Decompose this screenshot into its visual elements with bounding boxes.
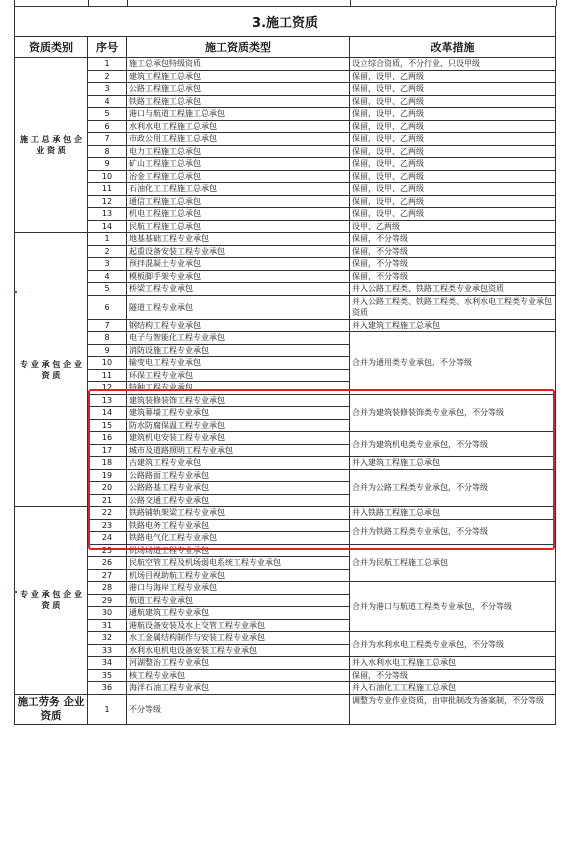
qualification-type: 通信工程施工总承包 — [127, 195, 350, 208]
table-row — [15, 120, 556, 133]
reform-measure: 保留，不分等级 — [350, 258, 556, 271]
table-row — [15, 457, 556, 470]
table-row — [15, 108, 556, 121]
reform-measure: 并入建筑工程施工总承包 — [350, 319, 556, 332]
qualification-type: 城市及道路照明工程专业承包 — [127, 444, 350, 457]
table-row — [15, 233, 556, 246]
table-row — [15, 158, 556, 171]
qualification-type: 建筑幕墙工程专业承包 — [127, 407, 350, 420]
reform-measure: 合并为民航工程施工总承包 — [350, 544, 556, 582]
qualification-type: 民航工程施工总承包 — [127, 220, 350, 233]
row-number: 7 — [88, 319, 127, 332]
reform-measure: 并入铁路工程施工总承包 — [350, 507, 556, 520]
qualification-type: 桥梁工程专业承包 — [127, 283, 350, 296]
row-number: 3 — [88, 258, 127, 271]
table-body — [15, 58, 556, 725]
qualification-type: 起重设备安装工程专业承包 — [127, 245, 350, 258]
reform-measure: 保留，不分等级 — [350, 270, 556, 283]
row-number: 2 — [88, 245, 127, 258]
reform-measure: 保留，不分等级 — [350, 245, 556, 258]
table-row — [15, 544, 556, 557]
qualification-type: 民航空管工程及机场弱电系统工程专业承包 — [127, 557, 350, 570]
header-type: 施工资质类型 — [127, 37, 350, 58]
reform-measure: 合并为通用类专业承包，不分等级 — [350, 332, 556, 395]
table-row — [15, 95, 556, 108]
header-no: 序号 — [88, 37, 127, 58]
row-number: 4 — [88, 270, 127, 283]
row-number: 7 — [88, 133, 127, 146]
qualification-type: 隧道工程专业承包 — [127, 295, 350, 319]
qualification-type: 水利水电机电设备安装工程专业承包 — [127, 644, 350, 657]
table-row — [15, 133, 556, 146]
qualification-type: 特种工程专业承包 — [127, 382, 350, 395]
row-number: 11 — [88, 183, 127, 196]
row-number: 30 — [88, 607, 127, 620]
row-number: 8 — [88, 332, 127, 345]
reform-measure: 保留，不分等级 — [350, 233, 556, 246]
qualification-table — [14, 6, 556, 725]
table-row — [15, 432, 556, 445]
table-row — [15, 394, 556, 407]
qualification-type: 防水防腐保温工程专业承包 — [127, 419, 350, 432]
reform-measure: 保留，设甲、乙两级 — [350, 95, 556, 108]
qualification-type: 矿山工程施工总承包 — [127, 158, 350, 171]
reform-measure: 保留，设甲、乙两级 — [350, 133, 556, 146]
reform-measure: 合并为建筑机电类专业承包，不分等级 — [350, 432, 556, 457]
row-number: 34 — [88, 657, 127, 670]
reform-measure: 设立综合资质，不分行业、只设甲级 — [350, 58, 556, 71]
qualification-type: 模板脚手架专业承包 — [127, 270, 350, 283]
row-number: 1 — [88, 233, 127, 246]
table-row — [15, 145, 556, 158]
row-number: 28 — [88, 582, 127, 595]
qualification-type: 地基基础工程专业承包 — [127, 233, 350, 246]
row-number: 13 — [88, 208, 127, 221]
table-row — [15, 469, 556, 482]
row-number: 24 — [88, 532, 127, 545]
table-row — [15, 245, 556, 258]
row-number: 22 — [88, 507, 127, 520]
table-row — [15, 170, 556, 183]
reform-measure: 保留，设甲、乙两级 — [350, 120, 556, 133]
qualification-type: 公路路基工程专业承包 — [127, 482, 350, 495]
header-reform: 改革措施 — [350, 37, 556, 58]
table-row — [15, 270, 556, 283]
row-number: 3 — [88, 83, 127, 96]
qualification-type: 港航设备安装及水上交管工程专业承包 — [127, 619, 350, 632]
row-number: 23 — [88, 519, 127, 532]
row-number: 36 — [88, 682, 127, 695]
row-number: 6 — [88, 120, 127, 133]
row-number: 20 — [88, 482, 127, 495]
qualification-type: 水工金属结构制作与安装工程专业承包 — [127, 632, 350, 645]
row-number: 31 — [88, 619, 127, 632]
qualification-type: 石油化工工程施工总承包 — [127, 183, 350, 196]
row-number: 32 — [88, 632, 127, 645]
row-number: 4 — [88, 95, 127, 108]
row-number: 33 — [88, 644, 127, 657]
table-row — [15, 694, 556, 724]
reform-measure: 并入公路工程类、铁路工程类专业承包资质 — [350, 283, 556, 296]
qualification-type: 铁路电务工程专业承包 — [127, 519, 350, 532]
reform-measure: 合并为港口与航道工程类专业承包，不分等级 — [350, 582, 556, 632]
row-number: 35 — [88, 669, 127, 682]
qualification-type: 港口与海岸工程专业承包 — [127, 582, 350, 595]
row-number: 14 — [88, 407, 127, 420]
cell-marker — [14, 291, 17, 293]
row-number: 12 — [88, 382, 127, 395]
qualification-type: 港口与航道工程施工总承包 — [127, 108, 350, 121]
qualification-type: 海洋石油工程专业承包 — [127, 682, 350, 695]
qualification-type: 冶金工程施工总承包 — [127, 170, 350, 183]
reform-measure: 保留，设甲、乙两级 — [350, 145, 556, 158]
reform-measure: 保留，设甲、乙两级 — [350, 83, 556, 96]
qualification-type: 机场目视助航工程专业承包 — [127, 569, 350, 582]
row-number: 26 — [88, 557, 127, 570]
qualification-type: 公路路面工程专业承包 — [127, 469, 350, 482]
qualification-type: 核工程专业承包 — [127, 669, 350, 682]
table-row — [15, 507, 556, 520]
reform-measure: 保留，设甲、乙两级 — [350, 70, 556, 83]
qualification-type: 电力工程施工总承包 — [127, 145, 350, 158]
table-row — [15, 319, 556, 332]
category-cell: 施 工 总 承 包 企 业 资 质 — [15, 58, 88, 233]
reform-measure: 并入公路工程类、铁路工程类、水利水电工程类专业承包资质 — [350, 295, 556, 319]
table-row — [15, 657, 556, 670]
category-cell: 施工劳务 企业资质 — [15, 694, 88, 724]
qualification-type: 施工总承包特级资质 — [127, 58, 350, 71]
qualification-type: 铁路铺轨架梁工程专业承包 — [127, 507, 350, 520]
row-number: 27 — [88, 569, 127, 582]
reform-measure: 设甲、乙两级 — [350, 220, 556, 233]
reform-measure: 合并为铁路工程类专业承包，不分等级 — [350, 519, 556, 544]
row-number: 2 — [88, 70, 127, 83]
qualification-type: 机场场道工程专业承包 — [127, 544, 350, 557]
qualification-type: 输变电工程专业承包 — [127, 357, 350, 370]
row-number: 1 — [88, 58, 127, 71]
qualification-type: 公路工程施工总承包 — [127, 83, 350, 96]
reform-measure: 合并为水利水电工程类专业承包，不分等级 — [350, 632, 556, 657]
qualification-type: 古建筑工程专业承包 — [127, 457, 350, 470]
row-number: 18 — [88, 457, 127, 470]
row-number: 16 — [88, 432, 127, 445]
table-row — [15, 283, 556, 296]
qualification-type: 航道工程专业承包 — [127, 594, 350, 607]
table-row — [15, 258, 556, 271]
row-number: 6 — [88, 295, 127, 319]
reform-measure: 保留，不分等级 — [350, 669, 556, 682]
reform-measure: 并入水利水电工程施工总承包 — [350, 657, 556, 670]
reform-measure: 保留，设甲、乙两级 — [350, 183, 556, 196]
table-row — [15, 332, 556, 345]
section-title: 3.施工资质 — [15, 7, 556, 37]
qualification-type: 电子与智能化工程专业承包 — [127, 332, 350, 345]
table-row — [15, 519, 556, 532]
row-number: 11 — [88, 369, 127, 382]
reform-measure: 保留，设甲、乙两级 — [350, 195, 556, 208]
table-row — [15, 58, 556, 71]
qualification-type: 河湖整治工程专业承包 — [127, 657, 350, 670]
table-row — [15, 220, 556, 233]
row-number: 17 — [88, 444, 127, 457]
row-number: 10 — [88, 357, 127, 370]
category-cell: 专 业 承 包 企 业 资 质 — [15, 233, 88, 507]
row-number: 14 — [88, 220, 127, 233]
reform-measure: 保留，设甲、乙两级 — [350, 108, 556, 121]
row-number: 29 — [88, 594, 127, 607]
qualification-type: 铁路工程施工总承包 — [127, 95, 350, 108]
table-row — [15, 582, 556, 595]
qualification-type: 建筑工程施工总承包 — [127, 70, 350, 83]
row-number: 9 — [88, 158, 127, 171]
reform-measure: 并入建筑工程施工总承包 — [350, 457, 556, 470]
row-number: 9 — [88, 344, 127, 357]
qualification-type: 公路交通工程专业承包 — [127, 494, 350, 507]
table-row — [15, 183, 556, 196]
reform-measure: 保留，设甲、乙两级 — [350, 170, 556, 183]
reform-measure: 调整为专业作业资质，由审批制改为备案制，不分等级 — [350, 694, 556, 724]
row-number: 5 — [88, 108, 127, 121]
reform-measure: 保留，设甲、乙两级 — [350, 158, 556, 171]
table-row — [15, 195, 556, 208]
table-row — [15, 295, 556, 319]
reform-measure: 并入石油化工工程施工总承包 — [350, 682, 556, 695]
row-number: 15 — [88, 419, 127, 432]
table-row — [15, 669, 556, 682]
qualification-type: 建筑机电安装工程专业承包 — [127, 432, 350, 445]
qualification-type: 水利水电工程施工总承包 — [127, 120, 350, 133]
table-row — [15, 682, 556, 695]
reform-measure: 保留，设甲、乙两级 — [350, 208, 556, 221]
qualification-type: 消防设施工程专业承包 — [127, 344, 350, 357]
table-row — [15, 632, 556, 645]
category-cell: 专 业 承 包 企 业 资 质 — [15, 507, 88, 695]
row-number: 12 — [88, 195, 127, 208]
row-number: 1 — [88, 694, 127, 724]
row-number: 8 — [88, 145, 127, 158]
qualification-type: 铁路电气化工程专业承包 — [127, 532, 350, 545]
table-row — [15, 83, 556, 96]
reform-measure: 合并为建筑装修装饰类专业承包，不分等级 — [350, 394, 556, 432]
row-number: 5 — [88, 283, 127, 296]
row-number: 25 — [88, 544, 127, 557]
cell-marker — [14, 591, 17, 593]
qualification-type: 建筑装修装饰工程专业承包 — [127, 394, 350, 407]
qualification-type: 市政公用工程施工总承包 — [127, 133, 350, 146]
qualification-type: 钢结构工程专业承包 — [127, 319, 350, 332]
table-row — [15, 70, 556, 83]
qualification-type: 预拌混凝土专业承包 — [127, 258, 350, 271]
qualification-type: 机电工程施工总承包 — [127, 208, 350, 221]
reform-measure: 合并为公路工程类专业承包，不分等级 — [350, 469, 556, 507]
row-number: 13 — [88, 394, 127, 407]
row-number: 21 — [88, 494, 127, 507]
row-number: 10 — [88, 170, 127, 183]
table-row — [15, 208, 556, 221]
qualification-type: 不分等级 — [127, 694, 350, 724]
qualification-type: 环保工程专业承包 — [127, 369, 350, 382]
row-number: 19 — [88, 469, 127, 482]
header-category: 资质类别 — [15, 37, 88, 58]
qualification-type: 通航建筑工程专业承包 — [127, 607, 350, 620]
